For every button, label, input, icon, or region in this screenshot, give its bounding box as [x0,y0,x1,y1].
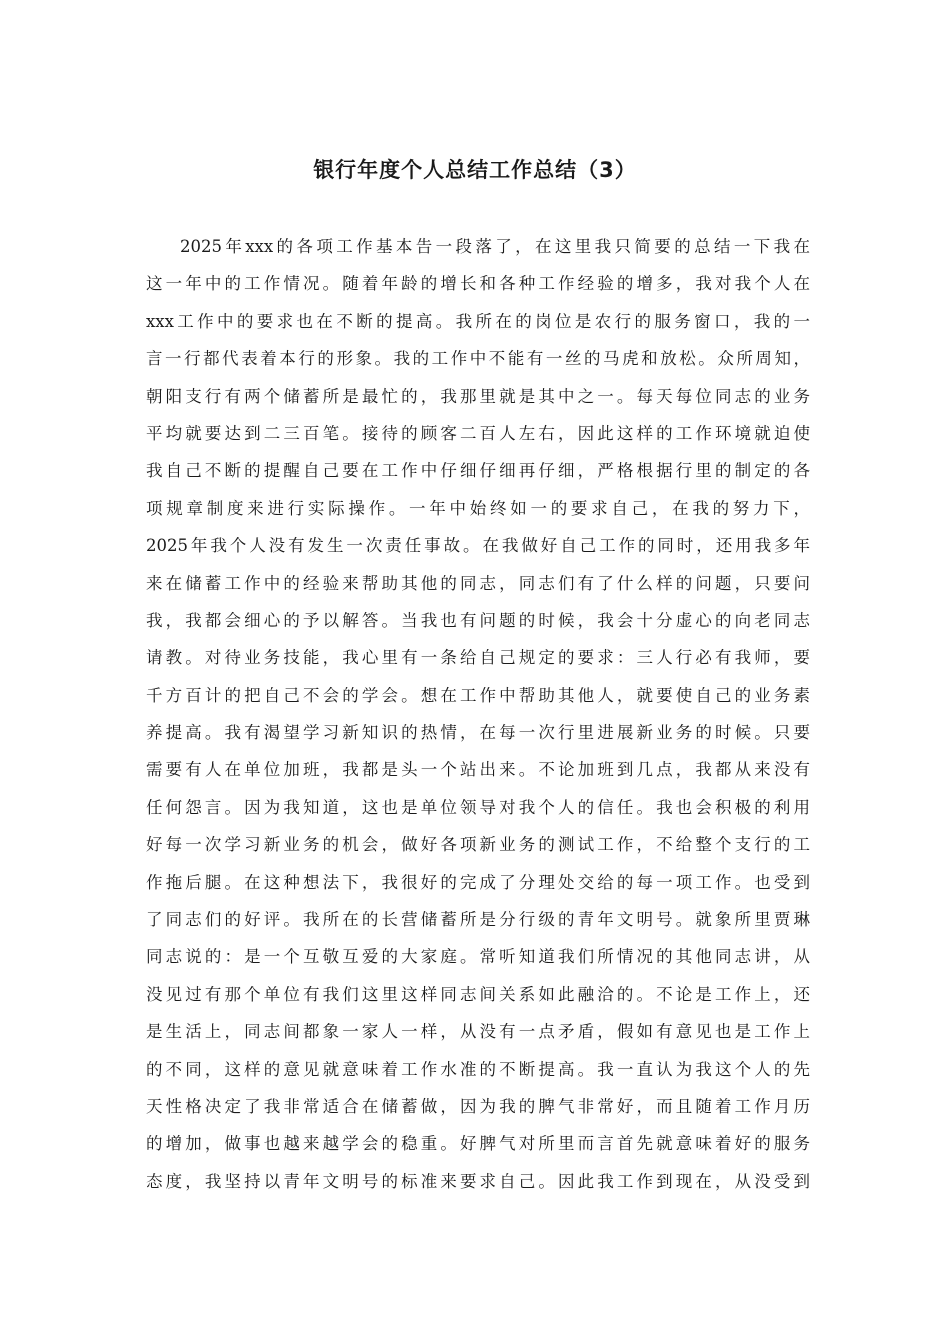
body-line: 养提高。我有渴望学习新知识的热情，在每一次行里进展新业务的时候。只要 [146,723,810,743]
body-line: 的增加，做事也越来越学会的稳重。好脾气对所里而言首先就意味着好的服务 [146,1134,810,1154]
body-line: 朝阳支行有两个储蓄所是最忙的，我那里就是其中之一。每天每位同志的业务 [146,386,810,406]
body-line: 没见过有那个单位有我们这里这样同志间关系如此融洽的。不论是工作上，还 [146,984,810,1004]
body-line: 是生活上，同志间都象一家人一样，从没有一点矛盾，假如有意见也是工作上 [146,1022,810,1042]
body-line: 项规章制度来进行实际操作。一年中始终如一的要求自己，在我的努力下， [146,498,810,518]
document-body [146,228,810,1200]
body-line: 态度，我坚持以青年文明号的标准来要求自己。因此我工作到现在，从没受到 [146,1171,810,1191]
body-line: 来在储蓄工作中的经验来帮助其他的同志，同志们有了什么样的问题，只要问 [146,573,810,593]
body-line: 我，我都会细心的予以解答。当我也有问题的时候，我会十分虚心的向老同志 [146,610,810,630]
body-line: 我自己不断的提醒自己要在工作中仔细仔细再仔细，严格根据行里的制定的各 [146,461,810,481]
body-line: 千方百计的把自己不会的学会。想在工作中帮助其他人，就要使自己的业务素 [146,685,810,705]
body-line: xxx工作中的要求也在不断的提高。我所在的岗位是农行的服务窗口，我的一 [146,311,810,331]
body-line: 同志说的：是一个互敬互爱的大家庭。常听知道我们所情况的其他同志讲，从 [146,947,810,967]
body-line: 这一年中的工作情况。随着年龄的增长和各种工作经验的增多，我对我个人在 [146,274,810,294]
body-line: 天性格决定了我非常适合在储蓄做，因为我的脾气非常好，而且随着工作月历 [146,1096,810,1116]
body-line: 任何怨言。因为我知道，这也是单位领导对我个人的信任。我也会积极的利用 [146,797,810,817]
document-title: 银行年度个人总结工作总结（3） [313,158,637,182]
body-line: 平均就要达到二三百笔。接待的顾客二百人左右，因此这样的工作环境就迫使 [146,423,810,443]
body-line: 作拖后腿。在这种想法下，我很好的完成了分理处交给的每一项工作。也受到 [146,872,810,892]
body-line: 了同志们的好评。我所在的长营储蓄所是分行级的青年文明号。就象所里贾琳 [146,910,810,930]
body-line: 需要有人在单位加班，我都是头一个站出来。不论加班到几点，我都从来没有 [146,760,810,780]
body-line: 言一行都代表着本行的形象。我的工作中不能有一丝的马虎和放松。众所周知， [146,349,810,369]
body-line: 的不同，这样的意见就意味着工作水准的不断提高。我一直认为我这个人的先 [146,1059,810,1079]
body-line: 好每一次学习新业务的机会，做好各项新业务的测试工作，不给整个支行的工 [146,835,810,855]
body-line: 2025年xxx的各项工作基本告一段落了，在这里我只简要的总结一下我在 [180,237,810,256]
body-line: 请教。对待业务技能，我心里有一条给自己规定的要求：三人行必有我师，要 [146,648,810,668]
body-line: 2025年我个人没有发生一次责任事故。在我做好自己工作的同时，还用我多年 [146,536,810,556]
